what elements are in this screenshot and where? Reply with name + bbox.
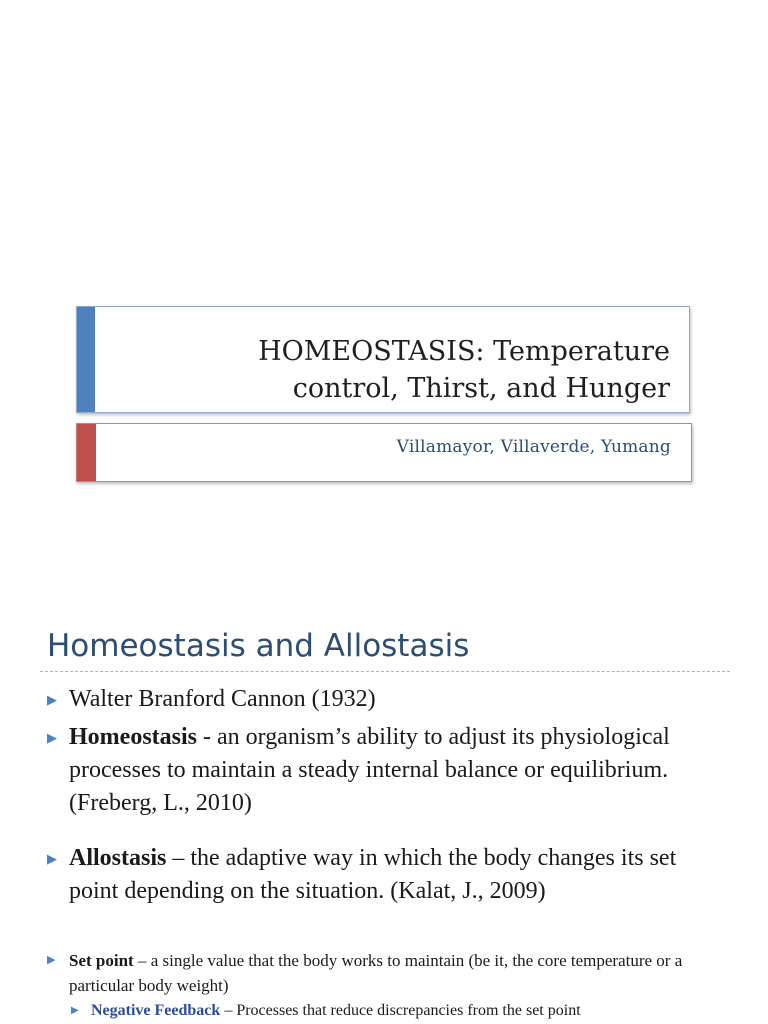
bullet-definition: – a single value that the body works to maintain (be it, the core temperature or a particular body weight) (69, 951, 683, 995)
bullet-item-allostasis (45, 842, 725, 908)
heading-divider (40, 671, 730, 672)
bullet-arrow-icon: ▶ (47, 730, 57, 745)
slide-subtitle-authors: Villamayor, Villaverde, Yumang (396, 437, 671, 457)
bullet-arrow-icon: ▶ (47, 954, 56, 966)
bullet-definition: – the adaptive way in which the body changes its set point depending on the situation. (Kalat, J., 2009) (69, 845, 677, 904)
bullet-item-set-point (45, 948, 725, 998)
slide-title (110, 333, 670, 407)
bullet-item-homeostasis (45, 721, 725, 820)
slide-title-line-1: HOMEOSTASIS: Temperature (258, 336, 670, 367)
bullet-term: Homeostasis (69, 724, 197, 750)
bullet-arrow-icon: ▶ (47, 692, 57, 707)
bullet-term: Negative Feedback (91, 1002, 221, 1019)
bullet-list (45, 683, 725, 1023)
section-heading: Homeostasis and Allostasis (47, 628, 470, 664)
sub-bullet-negative-feedback (45, 999, 725, 1023)
bullet-text: Walter Branford Cannon (1932) (69, 686, 376, 712)
bullet-term: Allostasis (69, 845, 167, 871)
bullet-definition: - an organism’s ability to adjust its physiological processes to maintain a steady internal balance or equilibrium. (Freberg, L., 2010) (69, 724, 670, 816)
bullet-term: Set point (69, 951, 134, 970)
bullet-arrow-icon: ▶ (71, 1005, 79, 1016)
bullet-definition: – Processes that reduce discrepancies from the set point (220, 1002, 581, 1019)
subtitle-box (76, 423, 692, 482)
title-accent-bar (77, 307, 95, 412)
bullet-item-cannon (45, 683, 725, 716)
bullet-arrow-icon: ▶ (47, 851, 57, 866)
slide-title-line-2: control, Thirst, and Hunger (292, 373, 670, 404)
title-box (76, 306, 690, 413)
subtitle-accent-bar (77, 424, 96, 481)
